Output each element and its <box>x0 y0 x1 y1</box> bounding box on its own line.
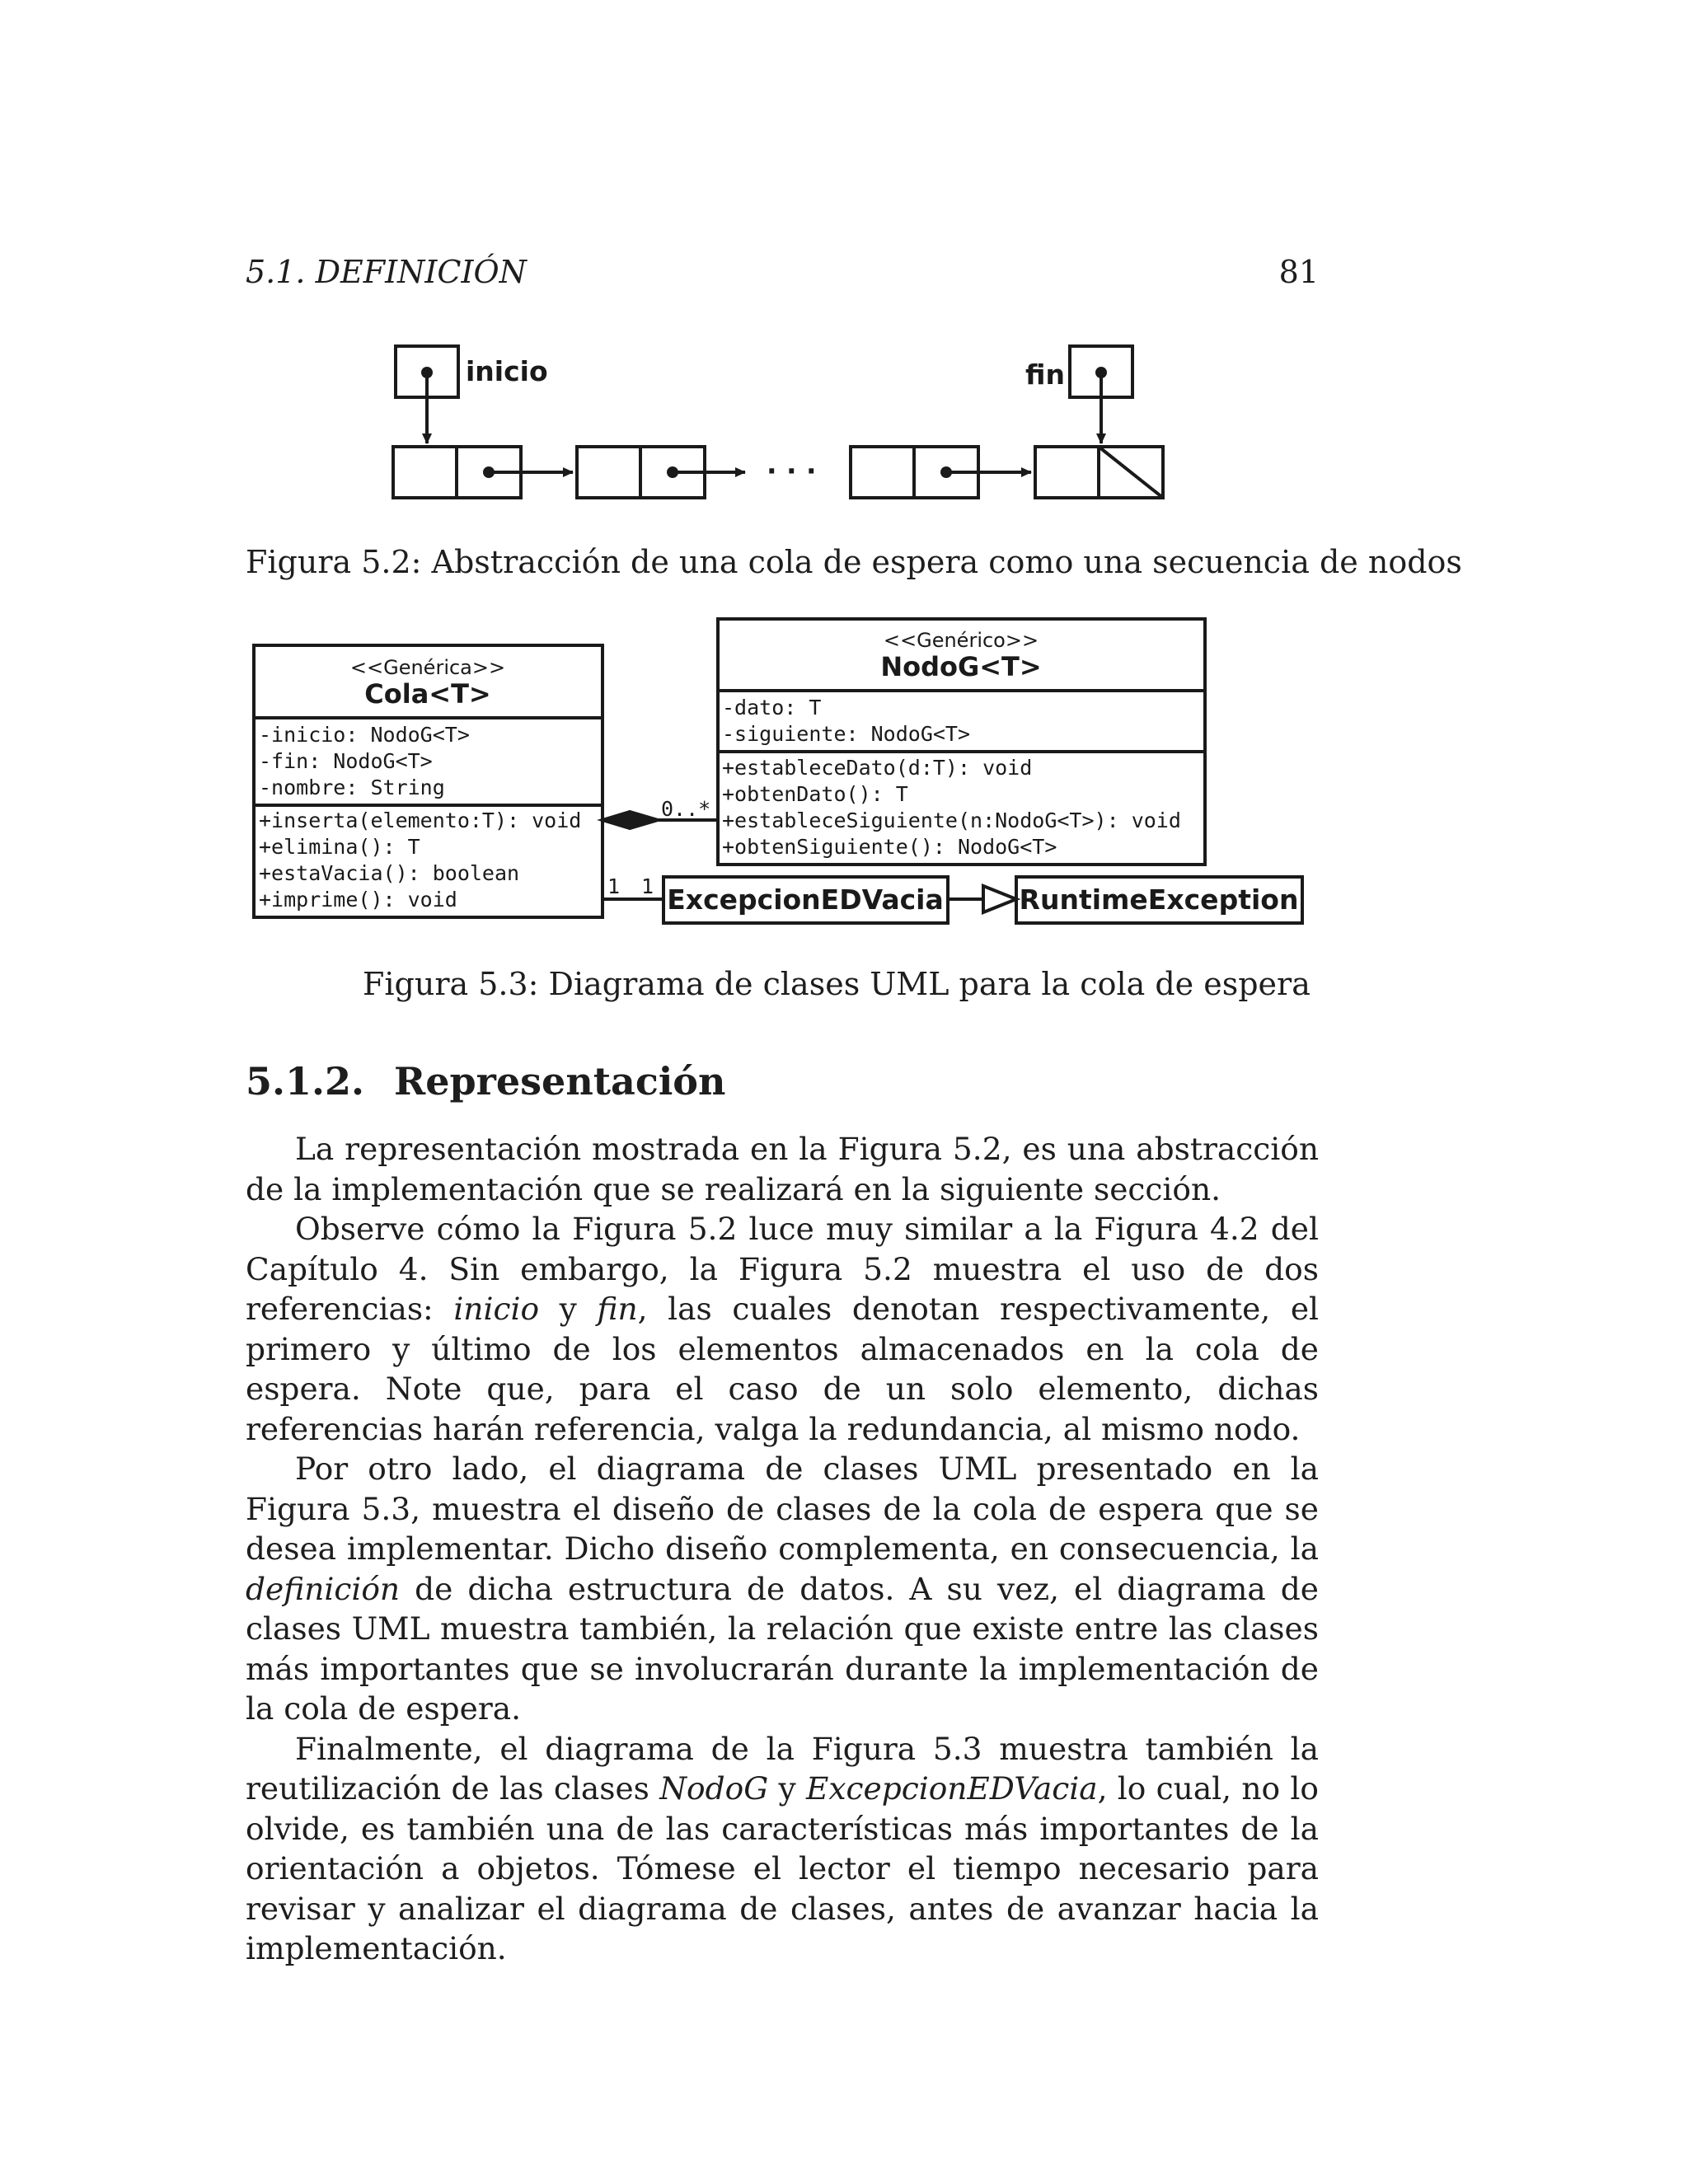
cola-stereotype: <<Genérica>> <box>349 656 506 679</box>
figure-5-3-caption: Figura 5.3: Diagrama de clases UML para la cola de espera <box>363 966 1311 1002</box>
cola-attr: -nombre: String <box>259 776 445 799</box>
cola-attr: -fin: NodoG<T> <box>259 749 433 773</box>
composition-diamond <box>603 812 658 828</box>
term-definicion: definición <box>246 1570 401 1607</box>
nodo-attr: -dato: T <box>722 696 822 719</box>
label-fin: fin <box>1025 359 1065 391</box>
figure-5-2-caption: Figura 5.2: Abstracción de una cola de espera como una secuencia de nodos <box>246 544 1462 580</box>
running-head: 5.1. DEFINICIÓN <box>246 254 527 290</box>
ellipsis: · · · <box>767 455 817 487</box>
cola-attr: -inicio: NodoG<T> <box>259 723 470 747</box>
section-title: Representación <box>394 1059 726 1104</box>
term-excepcion: ExcepcionEDVacia <box>805 1770 1098 1807</box>
multiplicity-left: 1 <box>607 874 621 898</box>
cola-method: +inserta(elemento:T): void <box>259 808 582 832</box>
paragraph-4: Finalmente, el diagrama de la Figura 5.3 muestra también la reutilización de las clases NodoG y ExcepcionEDVacia, lo cual, no lo olvide, es también una de las características más importantes de la orientación a objetos. Tómese el lector el tiempo necesario para revisar y analizar el diagrama de clases, antes de avanzar hacia la implementación. <box>246 1730 1320 1966</box>
body-text <box>246 1129 1319 1969</box>
nodo-method: +obtenSiguiente(): NodoG<T> <box>722 835 1057 859</box>
page-number: 81 <box>1278 254 1319 290</box>
excepcion-name: ExcepcionEDVacia <box>667 883 944 916</box>
nodo-stereotype: <<Genérico>> <box>883 629 1039 652</box>
nodo-attr: -siguiente: NodoG<T> <box>722 722 971 746</box>
section-number: 5.1.2. <box>246 1059 365 1104</box>
section-heading <box>246 1059 725 1104</box>
nodo-name: NodoG<T> <box>880 651 1042 682</box>
paragraph-1: La representación mostrada en la Figura 5.2, es una abstracción de la implementación que se realizará en la siguiente sección. <box>246 1131 1319 1207</box>
cola-method: +elimina(): T <box>259 835 420 859</box>
term-inicio: inicio <box>453 1291 540 1327</box>
generalization-arrow <box>983 886 1016 912</box>
term-nodog: NodoG <box>659 1770 769 1807</box>
paragraph-2: Observe cómo la Figura 5.2 luce muy similar a la Figura 4.2 del Capítulo 4. Sin embargo, la Figura 5.2 muestra el uso de dos referencias: inicio y fin, las cuales denotan respectivamente, el primero y último de los elementos almacenados en la cola de espera. Note que, para el caso de un solo elemento, dichas referencias harán referencia, valga la redundancia, al mismo nodo. <box>246 1211 1320 1447</box>
runtime-name: RuntimeException <box>1019 883 1299 916</box>
cola-method: +estaVacia(): boolean <box>259 861 520 885</box>
cola-method: +imprime(): void <box>259 888 457 912</box>
multiplicity-right: 1 <box>641 874 654 898</box>
nodo-method: +estableceDato(d:T): void <box>722 756 1033 780</box>
paragraph-3: Por otro lado, el diagrama de clases UML presentado en la Figura 5.3, muestra el diseño de clases de la cola de espera que se desea implementar. Dicho diseño complementa, en consecuencia, la definición de dicha estructura de datos. A su vez, el diagrama de clases UML muestra también, la relación que existe entre las clases más importantes que se involucrarán durante la implementación de la cola de espera. <box>246 1451 1319 1727</box>
multiplicity-composition: 0..* <box>661 797 711 821</box>
label-inicio: inicio <box>466 355 548 387</box>
nodo-method: +obtenDato(): T <box>722 782 908 806</box>
cola-name: Cola<T> <box>364 678 491 710</box>
term-fin: fin <box>597 1291 638 1327</box>
nodo-method: +estableceSiguiente(n:NodoG<T>): void <box>722 808 1181 832</box>
figure-5-3-uml-diagram <box>0 0 1688 956</box>
